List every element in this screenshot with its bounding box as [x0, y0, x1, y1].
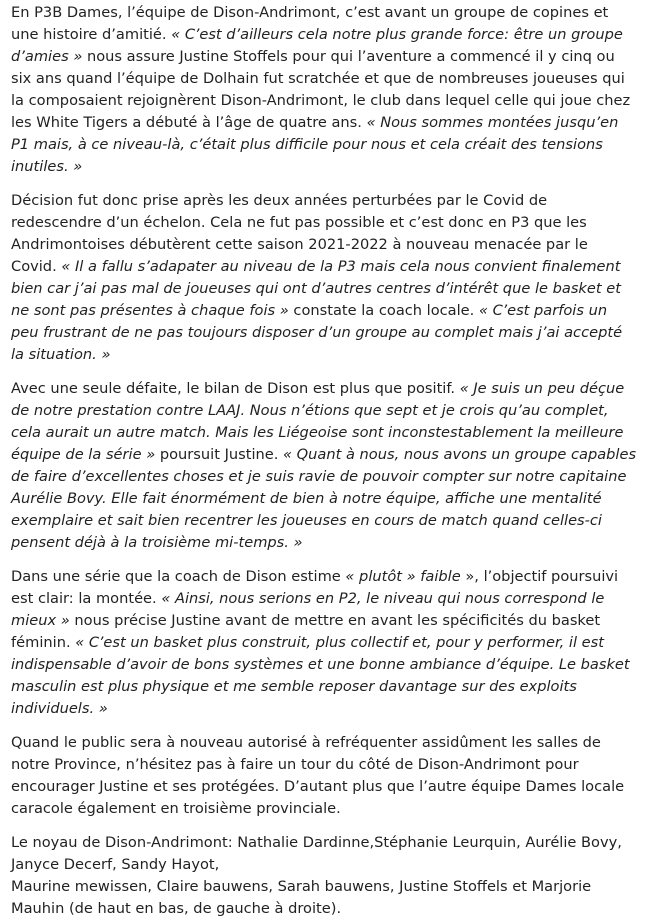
- paragraph-3: [11, 378, 638, 554]
- p4-text-1: Dans une série que la coach de Dison estime: [11, 568, 346, 585]
- paragraph-4: [11, 566, 638, 720]
- p3-text-2: poursuit Justine.: [155, 446, 284, 463]
- p1-text-1: En P3B Dames, l’équipe de Dison-Andrimont, c’est avant un groupe de copines et une histoire d’amitié.: [11, 4, 609, 43]
- p2-quote-1: « Il a fallu s’adapater au niveau de la P3 mais cela nous convient finalement bien car j’ai pas mal de joueuses qui ont d’autres centres d’intérêt que le basket et ne sont pas présentes à chaque fois »: [11, 258, 621, 319]
- p2-quote-2: « C’est parfois un peu frustrant de ne pas toujours disposer d’un groupe au complet mais j’ai accepté la situation. »: [11, 302, 623, 363]
- p1-quote-1: « C’est d’ailleurs cela notre plus grande force: être un groupe d’amies »: [11, 26, 623, 65]
- p5-text-1: Quand le public sera à nouveau autorisé à refréquenter assidûment les salles de notre Province, n’hésitez pas à faire un tour du côté de Dison-Andrimont pour encourager Justine et ses protégées. D’autant plus que l’autre équipe Dames locale caracole également en troisième provinciale.: [11, 734, 625, 817]
- paragraph-1: [11, 2, 638, 178]
- photo-caption: [11, 832, 638, 920]
- p2-text-2: constate la coach locale.: [288, 302, 479, 319]
- p3-text-1: Avec une seule défaite, le bilan de Dison est plus que positif.: [11, 380, 460, 397]
- p4-text-3: nous précise Justine avant de mettre en avant les spécificités du basket féminin.: [11, 612, 601, 651]
- p1-text-2: nous assure Justine Stoffels pour qui l’aventure a commencé il y cinq ou six ans quand l’équipe de Dolhain fut scratchée et que de nombreuses joueuses qui la composaient rejoignèrent Dison-Andrimont, le club dans lequel celle qui joue chez les White Tigers a débuté à l’âge de quatre ans.: [11, 48, 631, 131]
- p4-quote-1: « plutôt » faible: [345, 568, 461, 585]
- caption-line-2: Maurine mewissen, Claire bauwens, Sarah bauwens, Justine Stoffels et Marjorie Mauhin (de haut en bas, de gauche à droite).: [11, 878, 592, 917]
- paragraph-2: [11, 190, 638, 366]
- p4-quote-2: « Ainsi, nous serions en P2, le niveau qui nous correspond le mieux »: [11, 590, 605, 629]
- p1-quote-2: « Nous sommes montées jusqu’en P1 mais, à ce niveau-là, c’était plus difficile pour nous et cela créait des tensions inutiles. »: [11, 114, 619, 175]
- p4-quote-3: « C’est un basket plus construit, plus collectif et, pour y performer, il est indispensable d’avoir de bons systèmes et une bonne ambiance d’équipe. Le basket masculin est plus physique et me semble reposer davantage sur des exploits individuels. »: [11, 634, 630, 717]
- p3-quote-1: « Je suis un peu déçue de notre prestation contre LAAJ. Nous n’étions que sept et je crois qu’au complet, cela aurait un autre match. Mais les Liégeoise sont inconstestablement la meilleure équipe de la série »: [11, 380, 625, 463]
- paragraph-5: [11, 732, 638, 820]
- p3-quote-2: « Quant à nous, nous avons un groupe capables de faire d’excellentes choses et je suis ravie de pouvoir compter sur notre capitaine Aurélie Bovy. Elle fait énormément de bien à notre équipe, affiche une mentalité exemplaire et sait bien recentrer les joueuses en cours de match quand celles-ci pensent déjà à la troisième mi-temps. »: [11, 446, 637, 551]
- p2-text-1: Décision fut donc prise après les deux années perturbées par le Covid de redescendre d’un échelon. Cela ne fut pas possible et c’est donc en P3 que les Andrimontoises débutèrent cette saison 2021-2022 à nouveau menacée par le Covid.: [11, 192, 588, 275]
- caption-line-1: Le noyau de Dison-Andrimont: Nathalie Dardinne,Stéphanie Leurquin, Aurélie Bovy, Janyce Decerf, Sandy Hayot,: [11, 834, 622, 873]
- p4-text-2: », l’objectif poursuivi est clair: la montée.: [11, 568, 619, 607]
